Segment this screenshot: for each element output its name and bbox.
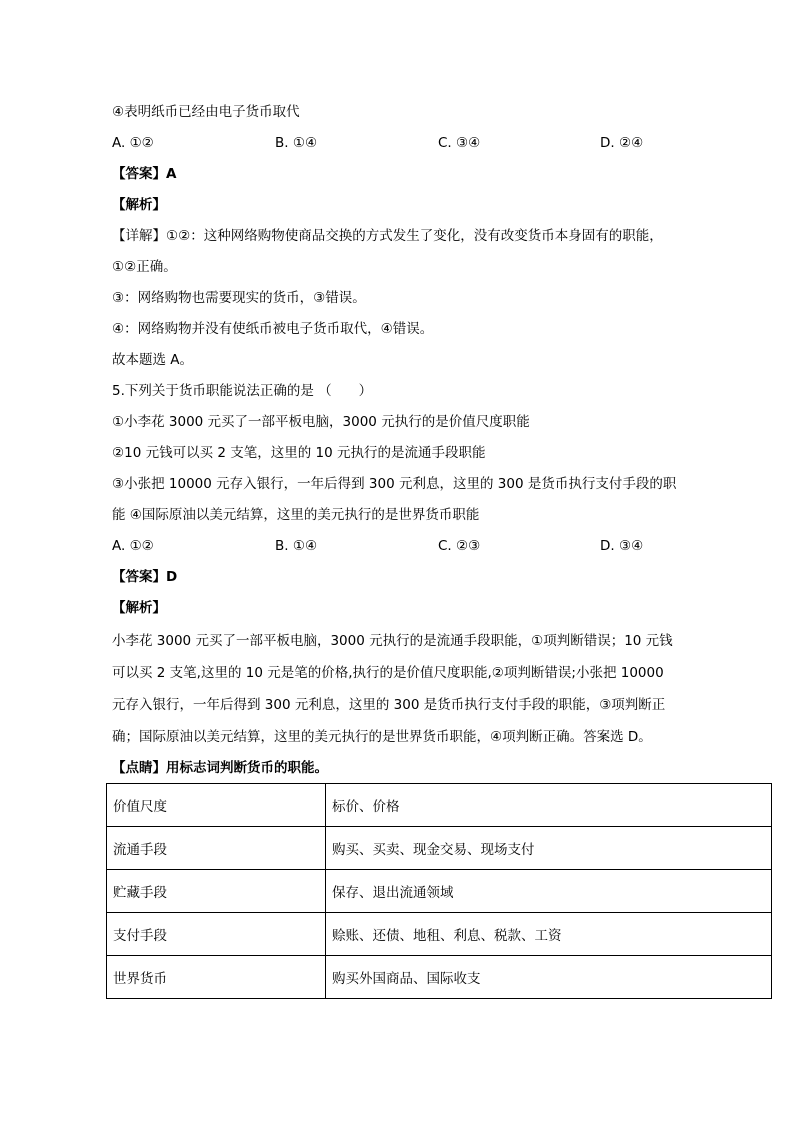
q4-option-4: ④表明纸币已经由电子货币取代	[112, 104, 300, 120]
q5-choice-c: C. ②③	[438, 538, 481, 554]
table-row	[107, 784, 772, 827]
q4-answer: 【答案】A	[112, 166, 177, 182]
q5-item: 能 ④国际原油以美元结算，这里的美元执行的是世界货币职能	[112, 507, 480, 523]
q4-choice-b: B. ①④	[275, 135, 318, 151]
keyword-cell: 购买、买卖、现金交易、现场支付	[326, 827, 772, 870]
keyword-cell: 保存、退出流通领域	[326, 870, 772, 913]
q4-detail-line: 【详解】①②：这种网络购物使商品交换的方式发生了变化，没有改变货币本身固有的职能，	[112, 228, 663, 244]
table-row	[107, 956, 772, 999]
q4-detail-line: ①②正确。	[112, 259, 177, 275]
function-cell: 价值尺度	[107, 784, 326, 827]
q5-analysis-line: 可以买 2 支笔,这里的 10 元是笔的价格,执行的是价值尺度职能,②项判断错误;小张把 10000	[112, 665, 664, 681]
q4-detail-line: 故本题选 A。	[112, 352, 194, 368]
keyword-cell: 赊账、还债、地租、利息、税款、工资	[326, 913, 772, 956]
table-row	[107, 870, 772, 913]
q4-choice-a: A. ①②	[112, 135, 154, 151]
q4-choice-c: C. ③④	[438, 135, 481, 151]
q5-choice-b: B. ①④	[275, 538, 318, 554]
q4-choice-d: D. ②④	[600, 135, 644, 151]
keyword-cell: 标价、价格	[326, 784, 772, 827]
q5-item: ①小李花 3000 元买了一部平板电脑，3000 元执行的是价值尺度职能	[112, 414, 530, 430]
q5-analysis-line: 元存入银行，一年后得到 300 元利息，这里的 300 是货币执行支付手段的职能，③项判断正	[112, 697, 666, 713]
q4-detail-line: ④：网络购物并没有使纸币被电子货币取代，④错误。	[112, 321, 434, 337]
q5-choice-d: D. ③④	[600, 538, 644, 554]
table-row	[107, 827, 772, 870]
function-cell: 支付手段	[107, 913, 326, 956]
q5-analysis-line: 小李花 3000 元买了一部平板电脑，3000 元执行的是流通手段职能，①项判断错误；10 元钱	[112, 633, 673, 649]
q5-answer: 【答案】D	[112, 569, 178, 585]
table-row	[107, 913, 772, 956]
q5-item: ②10 元钱可以买 2 支笔，这里的 10 元执行的是流通手段职能	[112, 445, 486, 461]
money-function-table	[106, 783, 772, 999]
q5-analysis-line: 确；国际原油以美元结算，这里的美元执行的是世界货币职能，④项判断正确。答案选 D。	[112, 729, 652, 745]
q4-detail-line: ③：网络购物也需要现实的货币，③错误。	[112, 290, 366, 306]
function-cell: 流通手段	[107, 827, 326, 870]
q5-choice-a: A. ①②	[112, 538, 154, 554]
function-cell: 世界货币	[107, 956, 326, 999]
q4-analysis-label: 【解析】	[112, 197, 166, 213]
q5-item: ③小张把 10000 元存入银行，一年后得到 300 元利息，这里的 300 是货币执行支付手段的职	[112, 476, 677, 492]
q5-analysis-label: 【解析】	[112, 600, 166, 616]
keyword-cell: 购买外国商品、国际收支	[326, 956, 772, 999]
function-cell: 贮藏手段	[107, 870, 326, 913]
q5-stem: 5.下列关于货币职能说法正确的是 （ ）	[112, 383, 373, 399]
q5-tip: 【点睛】用标志词判断货币的职能。	[112, 760, 328, 776]
